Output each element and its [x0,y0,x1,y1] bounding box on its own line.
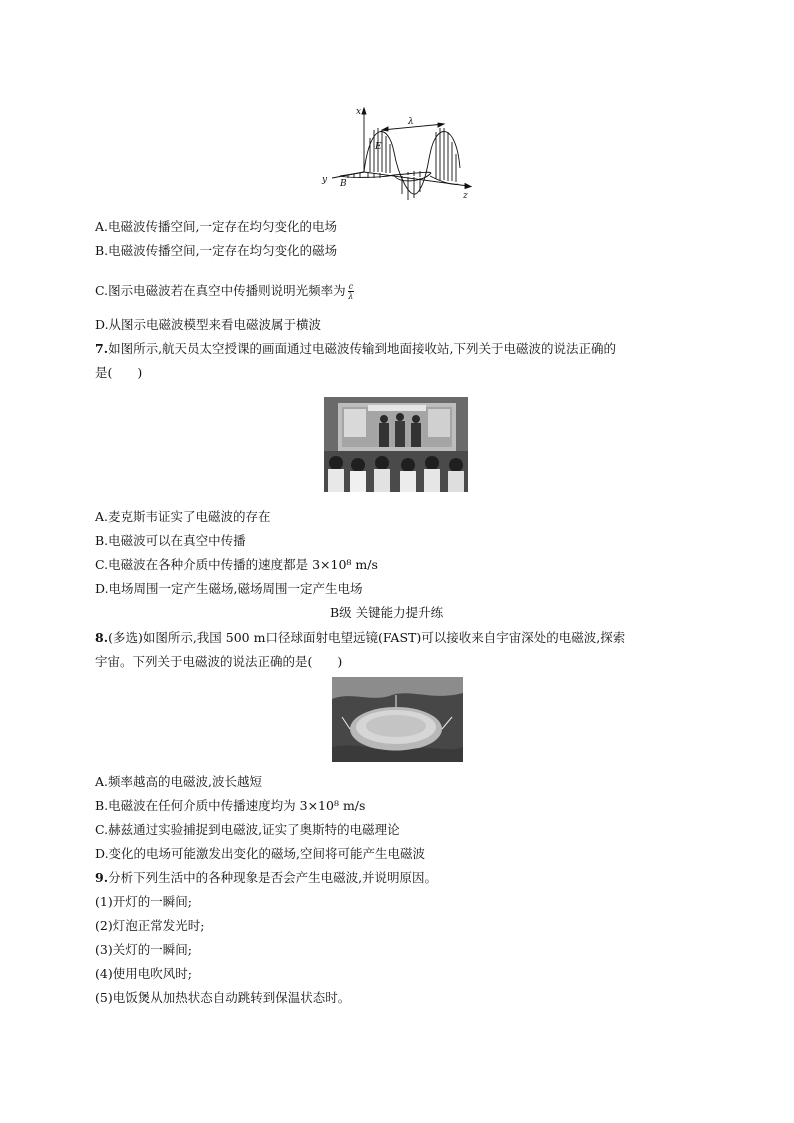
q6-option-a: A.电磁波传播空间,一定存在均匀变化的电场 [95,219,337,234]
fraction-numerator: c [348,282,354,291]
q9-item-5: (5)电饭煲从加热状态自动跳转到保温状态时。 [95,990,351,1005]
axis-label-z: z [463,191,468,201]
fast-telescope-photo [332,677,463,762]
label-b-field: B [340,179,347,189]
q9-stem-text: 分析下列生活中的各种现象是否会产生电磁波,并说明原因。 [108,870,438,885]
q7-number: 7. [95,341,109,356]
q6-option-b: B.电磁波传播空间,一定存在均匀变化的磁场 [95,243,338,258]
q8-option-b: B.电磁波在任何介质中传播速度均为 3×10⁸ m/s [95,798,366,813]
q8-stem-line2: 宇宙。下列关于电磁波的说法正确的是( ) [95,654,343,669]
axis-label-x: x [356,107,362,117]
label-e-field: E [375,142,382,152]
em-wave-diagram [318,102,478,207]
q7-stem-line2: 是( ) [95,365,143,380]
q9-stem [95,870,437,886]
q9-item-4: (4)使用电吹风时; [95,966,192,981]
fraction-c-over-lambda [348,282,354,301]
q7-stem-line1 [95,341,616,357]
q6-option-c [95,282,354,301]
q7-option-d: D.电场周围一定产生磁场,磁场周围一定产生电场 [95,581,363,596]
q8-stem-text: (多选)如图所示,我国 500 m口径球面射电望远镜(FAST)可以接收来自宇宙深处的电磁波,探索 [108,630,626,645]
q9-item-1: (1)开灯的一瞬间; [95,894,192,909]
space-classroom-photo [324,397,468,492]
axis-label-y: y [322,175,328,185]
q7-option-b: B.电磁波可以在真空中传播 [95,533,246,548]
q9-item-2: (2)灯泡正常发光时; [95,918,205,933]
q8-option-c: C.赫兹通过实验捕捉到电磁波,证实了奥斯特的电磁理论 [95,822,400,837]
q6-option-d: D.从图示电磁波模型来看电磁波属于横波 [95,317,322,332]
q8-option-d: D.变化的电场可能激发出变化的磁场,空间将可能产生电磁波 [95,846,426,861]
q8-stem-line1 [95,630,625,646]
q7-stem-text: 如图所示,航天员太空授课的画面通过电磁波传输到地面接收站,下列关于电磁波的说法正确的 [108,341,617,356]
q9-item-3: (3)关灯的一瞬间; [95,942,192,957]
q6-option-c-text: C.图示电磁波若在真空中传播则说明光频率为 [95,283,346,298]
q8-option-a: A.频率越高的电磁波,波长越短 [95,774,262,789]
section-b-heading: B级 关键能力提升练 [330,605,444,620]
label-wavelength: λ [408,117,414,127]
fraction-denominator: λ [348,292,354,301]
q7-option-a: A.麦克斯韦证实了电磁波的存在 [95,509,271,524]
q9-number: 9. [95,870,109,885]
q7-option-c: C.电磁波在各种介质中传播的速度都是 3×10⁸ m/s [95,557,378,572]
q8-number: 8. [95,630,109,645]
